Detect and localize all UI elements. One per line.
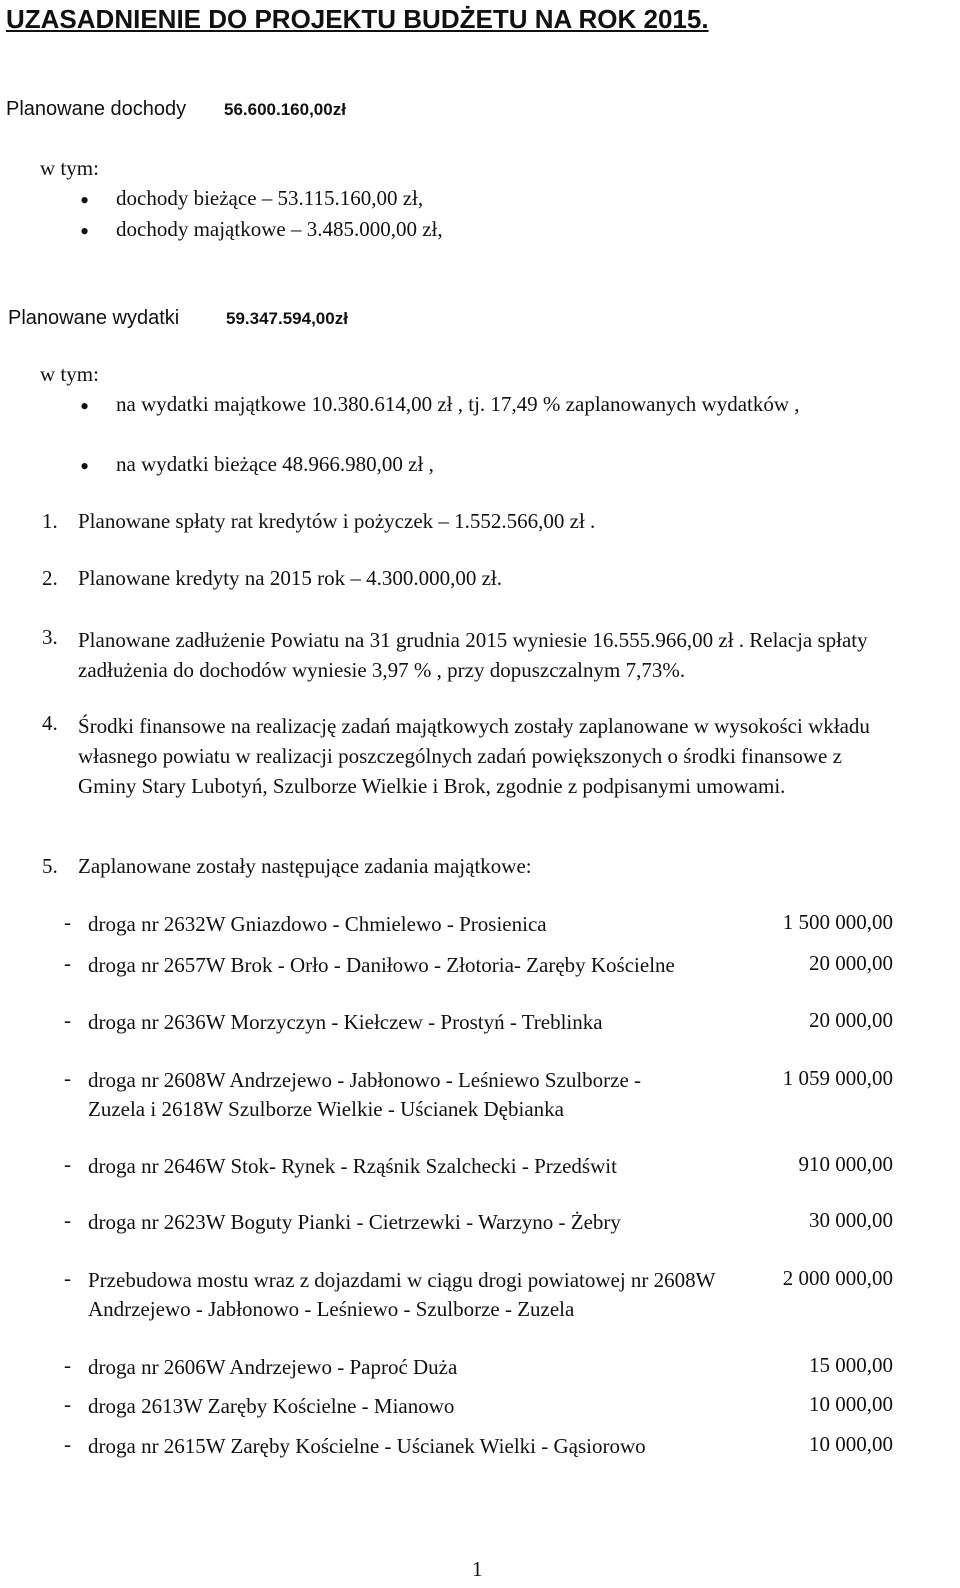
income-wtym: w tym: — [40, 156, 99, 180]
income-amount: 56.600.160,00zł — [224, 100, 346, 119]
income-item: dochody bieżące – 53.115.160,00 zł, — [116, 186, 424, 210]
task-amount: 10 000,00 — [809, 1432, 893, 1456]
task-amount: 2 000 000,00 — [782, 1266, 893, 1290]
dash: - — [64, 1353, 71, 1377]
page-number: 1 — [472, 1557, 483, 1581]
task-text: droga nr 2615W Zaręby Kościelne - Uścianek Wielki - Gąsiorowo — [88, 1434, 646, 1458]
task-text: droga nr 2623W Boguty Pianki - Cietrzewki - Warzyno - Żebry — [88, 1210, 621, 1234]
point-number: 4. — [42, 711, 58, 735]
task-amount: 20 000,00 — [809, 1008, 893, 1032]
task-amount: 1 059 000,00 — [782, 1066, 893, 1090]
bullet-icon: • — [80, 392, 90, 421]
point-number: 2. — [42, 566, 58, 590]
task-amount: 15 000,00 — [809, 1353, 893, 1377]
point-number: 5. — [42, 854, 58, 878]
task-text: droga nr 2657W Brok - Orło - Daniłowo - Złotoria- Zaręby Kościelne — [88, 953, 675, 977]
dash: - — [64, 1008, 71, 1032]
document-title: UZASADNIENIE DO PROJEKTU BUDŻETU NA ROK 2015. — [6, 4, 709, 34]
point-text: Zaplanowane zostały następujące zadania majątkowe: — [78, 854, 532, 878]
task-text: droga nr 2608W Andrzejewo - Jabłonowo - Leśniewo Szulborze - Zuzela i 2618W Szulborze Wielkie - Uścianek Dębianka — [88, 1068, 642, 1121]
point-text: Planowane spłaty rat kredytów i pożyczek – 1.552.566,00 zł . — [78, 509, 596, 533]
expenses-label: Planowane wydatki — [8, 307, 180, 329]
dash: - — [64, 1392, 71, 1416]
task-text: droga nr 2636W Morzyczyn - Kiełczew - Prostyń - Treblinka — [88, 1010, 603, 1034]
task-text: droga nr 2646W Stok- Rynek - Rząśnik Szalchecki - Przedświt — [88, 1154, 617, 1178]
expenses-wtym: w tym: — [40, 362, 99, 386]
task-text: droga nr 2632W Gniazdowo - Chmielewo - Prosienica — [88, 912, 547, 936]
dash: - — [64, 1432, 71, 1456]
point-number: 1. — [42, 509, 58, 533]
income-label: Planowane dochody — [6, 98, 187, 120]
task-amount: 20 000,00 — [809, 951, 893, 975]
expenses-item: na wydatki bieżące 48.966.980,00 zł , — [116, 452, 434, 476]
task-amount: 10 000,00 — [809, 1392, 893, 1416]
task-text: droga nr 2606W Andrzejewo - Paproć Duża — [88, 1355, 458, 1379]
point-number: 3. — [42, 625, 58, 649]
task-amount: 910 000,00 — [798, 1152, 893, 1176]
task-amount: 30 000,00 — [809, 1208, 893, 1232]
bullet-icon: • — [80, 217, 90, 246]
dash: - — [64, 1266, 71, 1290]
point-text: Środki finansowe na realizację zadań majątkowych zostały zaplanowane w wysokości wkładu własnego powiatu w realizacji poszczególnych zadań powiększonych o środki finansowe z Gminy Stary Lubotyń, Szulborze Wielkie i Brok, zgodnie z podpisanymi umowami. — [78, 714, 870, 798]
point-text: Planowane kredyty na 2015 rok – 4.300.000,00 zł. — [78, 566, 503, 590]
bullet-icon: • — [80, 186, 90, 215]
expenses-item: na wydatki majątkowe 10.380.614,00 zł , tj. 17,49 % zaplanowanych wydatków , — [116, 392, 800, 416]
income-item: dochody majątkowe – 3.485.000,00 zł, — [116, 217, 443, 241]
point-text: Planowane zadłużenie Powiatu na 31 grudnia 2015 wyniesie 16.555.966,00 zł . Relacja spłaty zadłużenia do dochodów wyniesie 3,97 % , przy dopuszczalnym 7,73%. — [78, 628, 868, 682]
task-amount: 1 500 000,00 — [782, 910, 893, 934]
task-text: droga 2613W Zaręby Kościelne - Mianowo — [88, 1394, 455, 1418]
expenses-amount: 59.347.594,00zł — [226, 309, 348, 328]
task-text: Przebudowa mostu wraz z dojazdami w ciągu drogi powiatowej nr 2608W Andrzejewo - Jabłonowo - Leśniewo - Szulborze - Zuzela — [88, 1268, 716, 1321]
dash: - — [64, 910, 71, 934]
dash: - — [64, 1152, 71, 1176]
dash: - — [64, 1066, 71, 1090]
dash: - — [64, 1208, 71, 1232]
dash: - — [64, 951, 71, 975]
bullet-icon: • — [80, 452, 90, 481]
